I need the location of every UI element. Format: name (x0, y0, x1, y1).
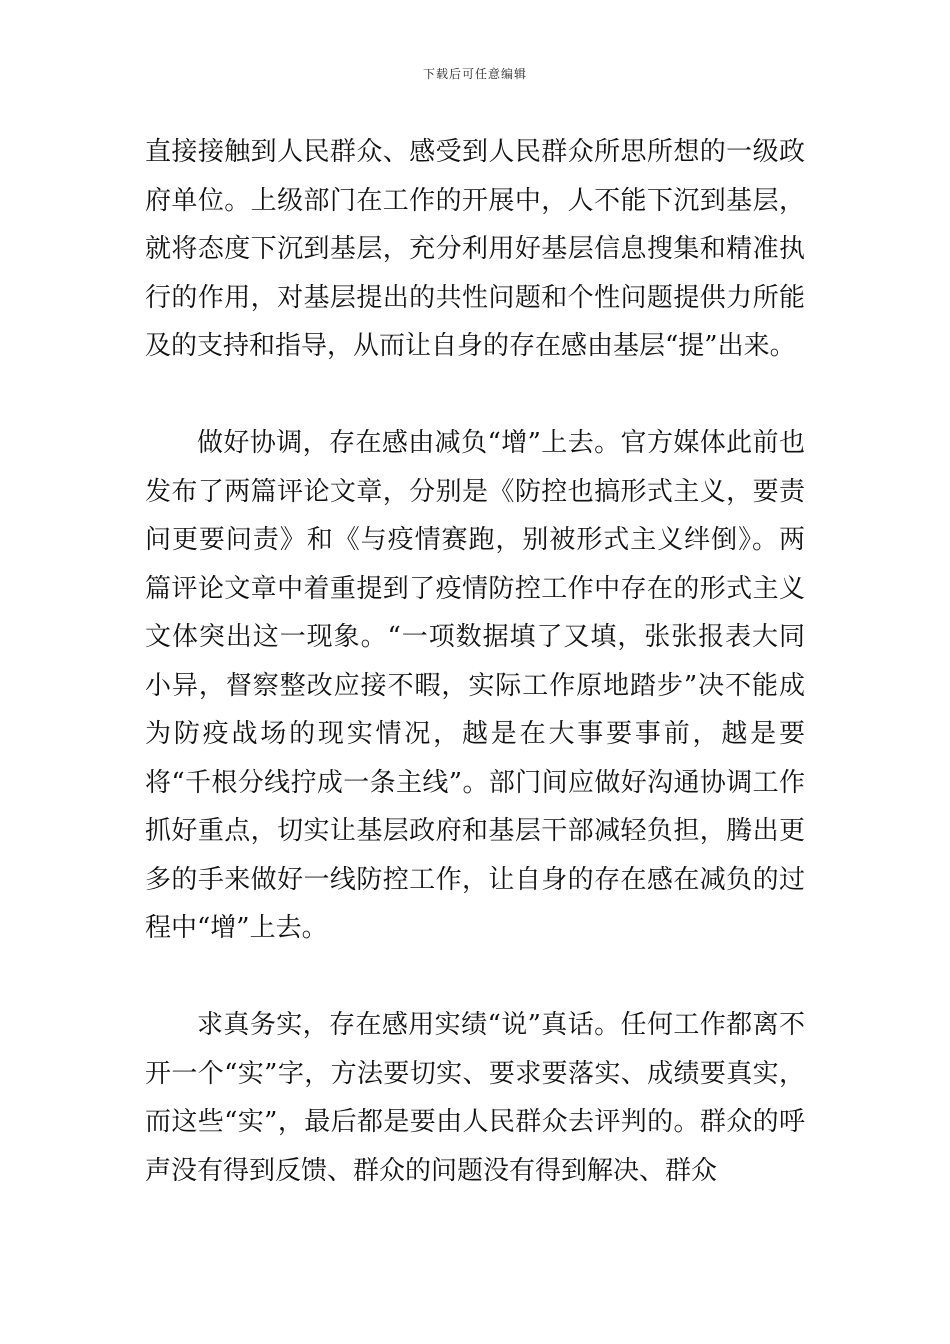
header-note: 下载后可任意编辑 (422, 67, 527, 81)
paragraph-pragmatism: 求真务实，存在感用实绩“说”真话。任何工作都离不开一个“实”字，方法要切实、要求要落实、成绩要真实，而这些“实”，最后都是要由人民群众去评判的。群众的呼声没有得到反馈、群众的问题没有得到解决、群众 (145, 1010, 805, 1186)
paragraph-continuation: 直接接触到人民群众、感受到人民群众所思所想的一级政府单位。上级部门在工作的开展中，人不能下沉到基层，就将态度下沉到基层，充分利用好基层信息搜集和精准执行的作用，对基层提出的共性问题和个性问题提供力所能及的支持和指导，从而让自身的存在感由基层“提”出来。 (145, 137, 805, 361)
paragraph-coordination: 做好协调，存在感由减负“增”上去。官方媒体此前也发布了两篇评论文章，分别是《防控也搞形式主义，要责问更要问责》和《与疫情赛跑，别被形式主义绊倒》。两篇评论文章中着重提到了疫情防控工作中存在的形式主义文体突出这一现象。“一项数据填了又填，张张报表大同小异，督察整改应接不暇，实际工作原地踏步”决不能成为防疫战场的现实情况，越是在大事要事前，越是要将“千根分线拧成一条主线”。部门间应做好沟通协调工作抓好重点，切实让基层政府和基层干部减轻负担，腾出更多的手来做好一线防控工作，让自身的存在感在减负的过程中“增”上去。 (145, 428, 805, 943)
document-body (145, 128, 805, 1195)
